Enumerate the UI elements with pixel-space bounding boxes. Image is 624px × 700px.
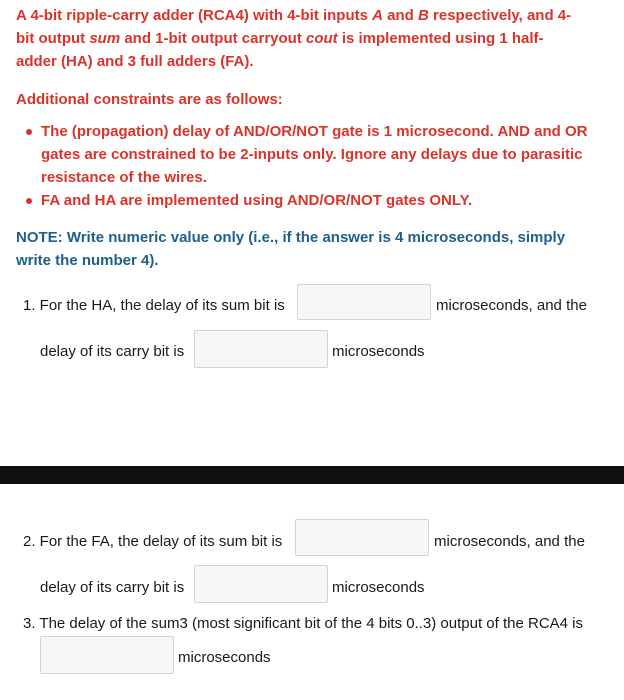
q3-text: 3. The delay of the sum3 (most significant bit of the 4 bits 0..3) output of the RCA4 is <box>23 615 584 632</box>
note-line-2: write the number 4). <box>16 252 159 269</box>
q2-fa-sum-delay-input[interactable] <box>295 519 429 556</box>
intro-line-3: adder (HA) and 3 full adders (FA). <box>16 53 254 70</box>
intro-paragraph <box>16 4 616 73</box>
q2-fa-carry-delay-input[interactable] <box>194 565 328 603</box>
intro-text: and 1-bit output carryout <box>120 30 306 47</box>
q1-after-box2: microseconds <box>332 343 425 360</box>
intro-text: and <box>382 7 418 24</box>
q1-after-box1: microseconds, and the <box>436 297 587 314</box>
constraints-list <box>22 120 602 212</box>
q1-text: 1. For the HA, the delay of its sum bit is <box>23 297 285 314</box>
cout-label: cout <box>306 30 338 47</box>
sum-label: sum <box>89 30 121 47</box>
intro-text: is implemented using 1 half- <box>337 30 544 47</box>
intro-line-2 <box>16 27 616 50</box>
constraint-text: The (propagation) delay of AND/OR/NOT gate is 1 microsecond. AND and OR gates are constrained to be 2-inputs only. Ignore any delays due to parasitic resistance of the wires. <box>41 123 588 186</box>
q2-after-box2: microseconds <box>332 579 425 596</box>
q1-line2-text: delay of its carry bit is <box>40 343 185 360</box>
q1-ha-sum-delay-input[interactable] <box>297 284 431 320</box>
intro-text: A 4-bit ripple-carry adder (RCA4) with 4-bit inputs <box>16 7 373 24</box>
section-divider <box>0 466 624 484</box>
intro-line-1 <box>16 4 616 27</box>
note-paragraph <box>16 226 616 272</box>
q3-after-box: microseconds <box>178 649 271 666</box>
input-a-label: A <box>372 7 383 24</box>
bullet-dot-icon <box>26 198 32 204</box>
q3-rca4-sum3-delay-input[interactable] <box>40 636 174 674</box>
q2-text: 2. For the FA, the delay of its sum bit is <box>23 533 283 550</box>
input-b-label: B <box>418 7 429 24</box>
intro-text: bit output <box>16 30 90 47</box>
constraint-text: FA and HA are implemented using AND/OR/NOT gates ONLY. <box>41 192 473 209</box>
intro-text: respectively, and 4- <box>428 7 572 24</box>
note-line-1: NOTE: Write numeric value only (i.e., if the answer is 4 microseconds, simply <box>16 229 566 246</box>
q2-after-box1: microseconds, and the <box>434 533 585 550</box>
constraints-heading: Additional constraints are as follows: <box>16 91 283 108</box>
q2-line2-text: delay of its carry bit is <box>40 579 185 596</box>
constraint-item <box>22 189 602 212</box>
q1-ha-carry-delay-input[interactable] <box>194 330 328 368</box>
constraint-item <box>22 120 596 189</box>
bullet-dot-icon <box>26 129 32 135</box>
